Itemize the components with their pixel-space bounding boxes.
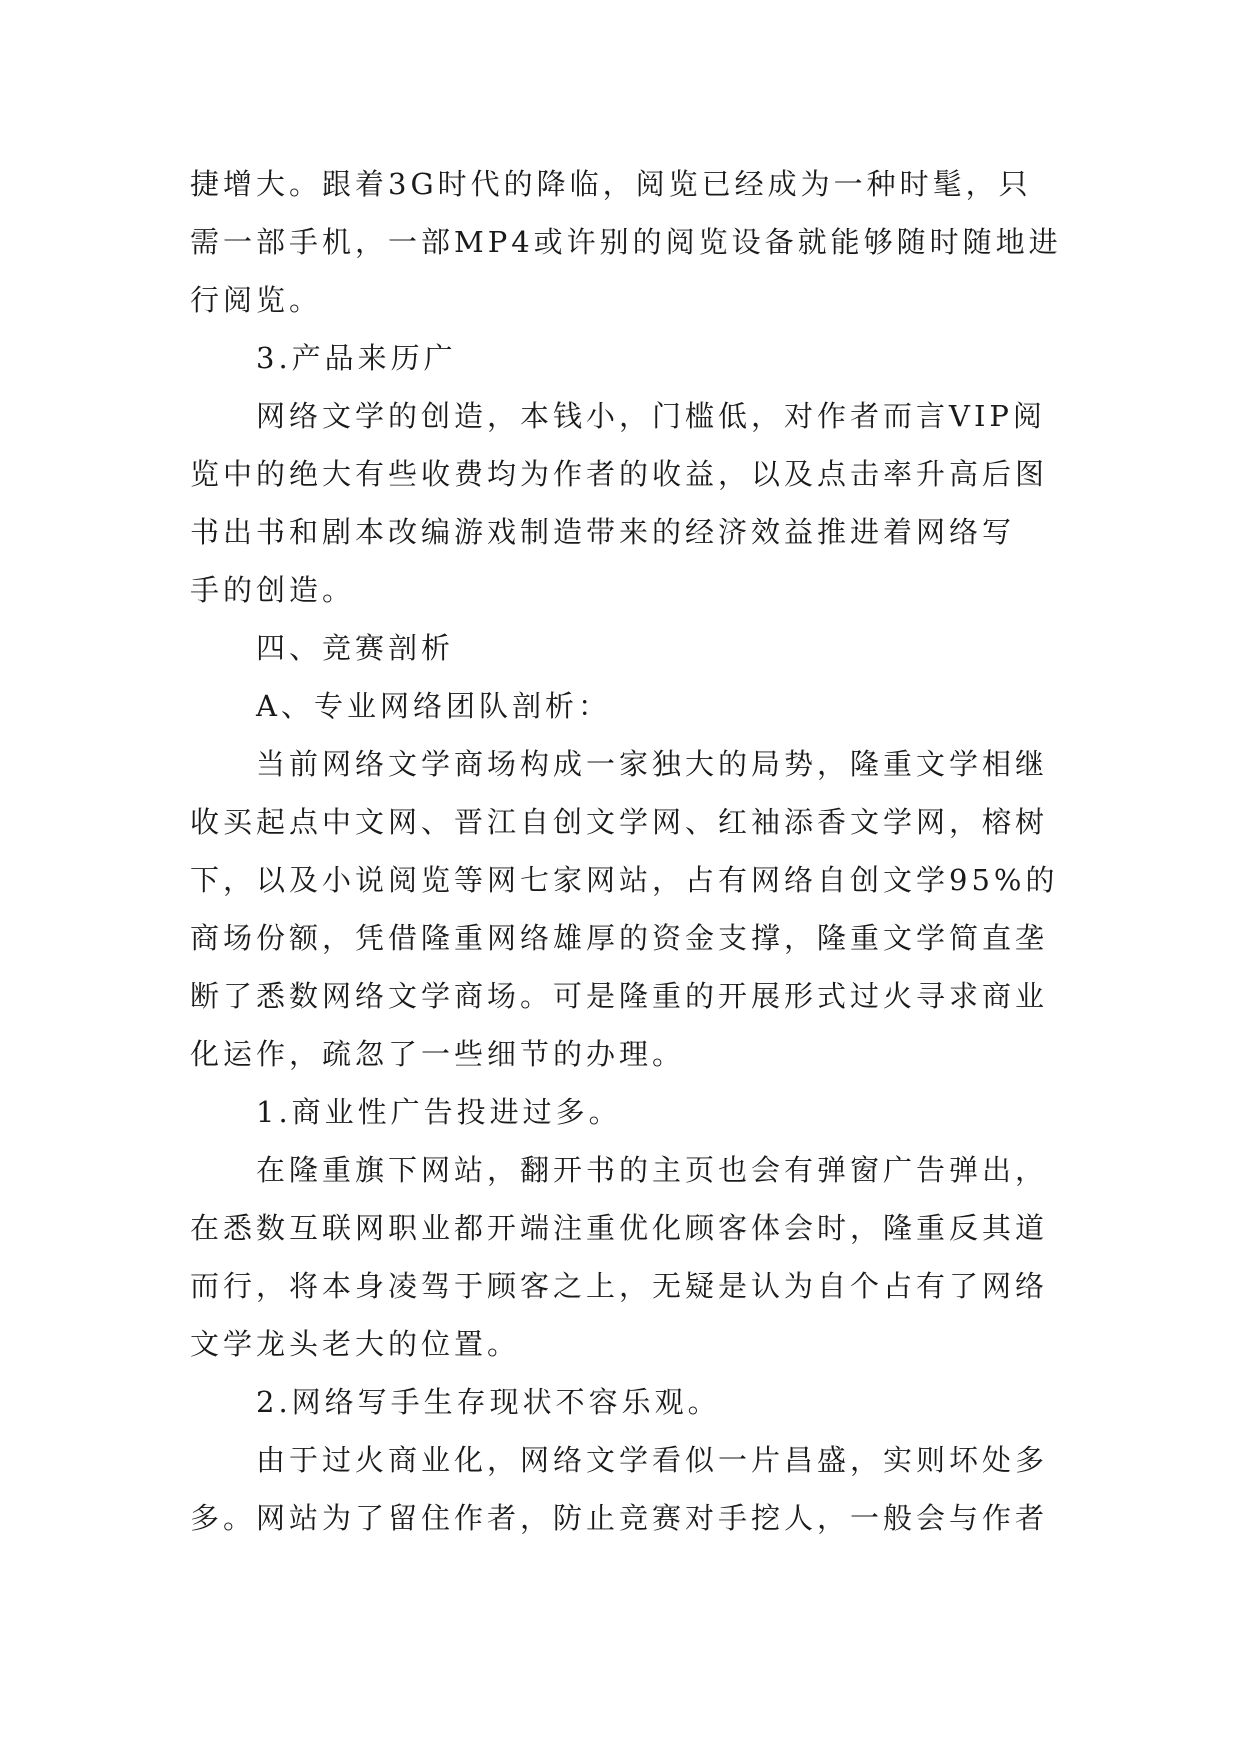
text-line-1: 捷增大。跟着3G时代的降临，阅览已经成为一种时髦，只 [190,167,1032,201]
text-line-6: 览中的绝大有些收费均为作者的收益，以及点击率升高后图 [190,457,1049,491]
text-line-14: 商场份额，凭借隆重网络雄厚的资金支撑，隆重文学简直垄 [190,921,1049,955]
subsection-heading-a: A、专业网络团队剖析： [256,689,611,723]
list-heading-1: 1.商业性广告投进过多。 [256,1095,622,1129]
text-line-21: 文学龙头老大的位置。 [190,1327,521,1361]
text-line-5: 网络文学的创造，本钱小，门槛低，对作者而言VIP阅 [256,399,1046,433]
text-line-8: 手的创造。 [190,573,356,607]
list-heading-2: 2.网络写手生存现状不容乐观。 [256,1385,721,1419]
text-line-18: 在隆重旗下网站，翻开书的主页也会有弹窗广告弹出， [256,1153,1049,1187]
text-line-7: 书出书和剧本改编游戏制造带来的经济效益推进着网络写 [190,515,1016,549]
text-line-16: 化运作，疏忽了一些细节的办理。 [190,1037,686,1071]
text-line-12: 收买起点中文网、晋江自创文学网、红袖添香文学网，榕树 [190,805,1049,839]
text-line-15: 断了悉数网络文学商场。可是隆重的开展形式过火寻求商业 [190,979,1049,1013]
text-line-23: 由于过火商业化，网络文学看似一片昌盛，实则坏处多 [256,1443,1049,1477]
section-heading-product-source: 3.产品来历广 [256,341,457,375]
section-heading-competition-analysis: 四、竞赛剖析 [256,631,455,665]
text-line-20: 而行，将本身凌驾于顾客之上，无疑是认为自个占有了网络 [190,1269,1049,1303]
text-line-13: 下，以及小说阅览等网七家网站，占有网络自创文学95%的 [190,863,1059,897]
text-line-11: 当前网络文学商场构成一家独大的局势，隆重文学相继 [256,747,1049,781]
document-body [190,155,1062,1547]
text-line-19: 在悉数互联网职业都开端注重优化顾客体会时，隆重反其道 [190,1211,1049,1245]
text-line-2: 需一部手机，一部MP4或许别的阅览设备就能够随时随地进 [190,225,1062,259]
text-line-3: 行阅览。 [190,283,323,317]
text-line-24: 多。网站为了留住作者，防止竞赛对手挖人，一般会与作者 [190,1501,1049,1535]
